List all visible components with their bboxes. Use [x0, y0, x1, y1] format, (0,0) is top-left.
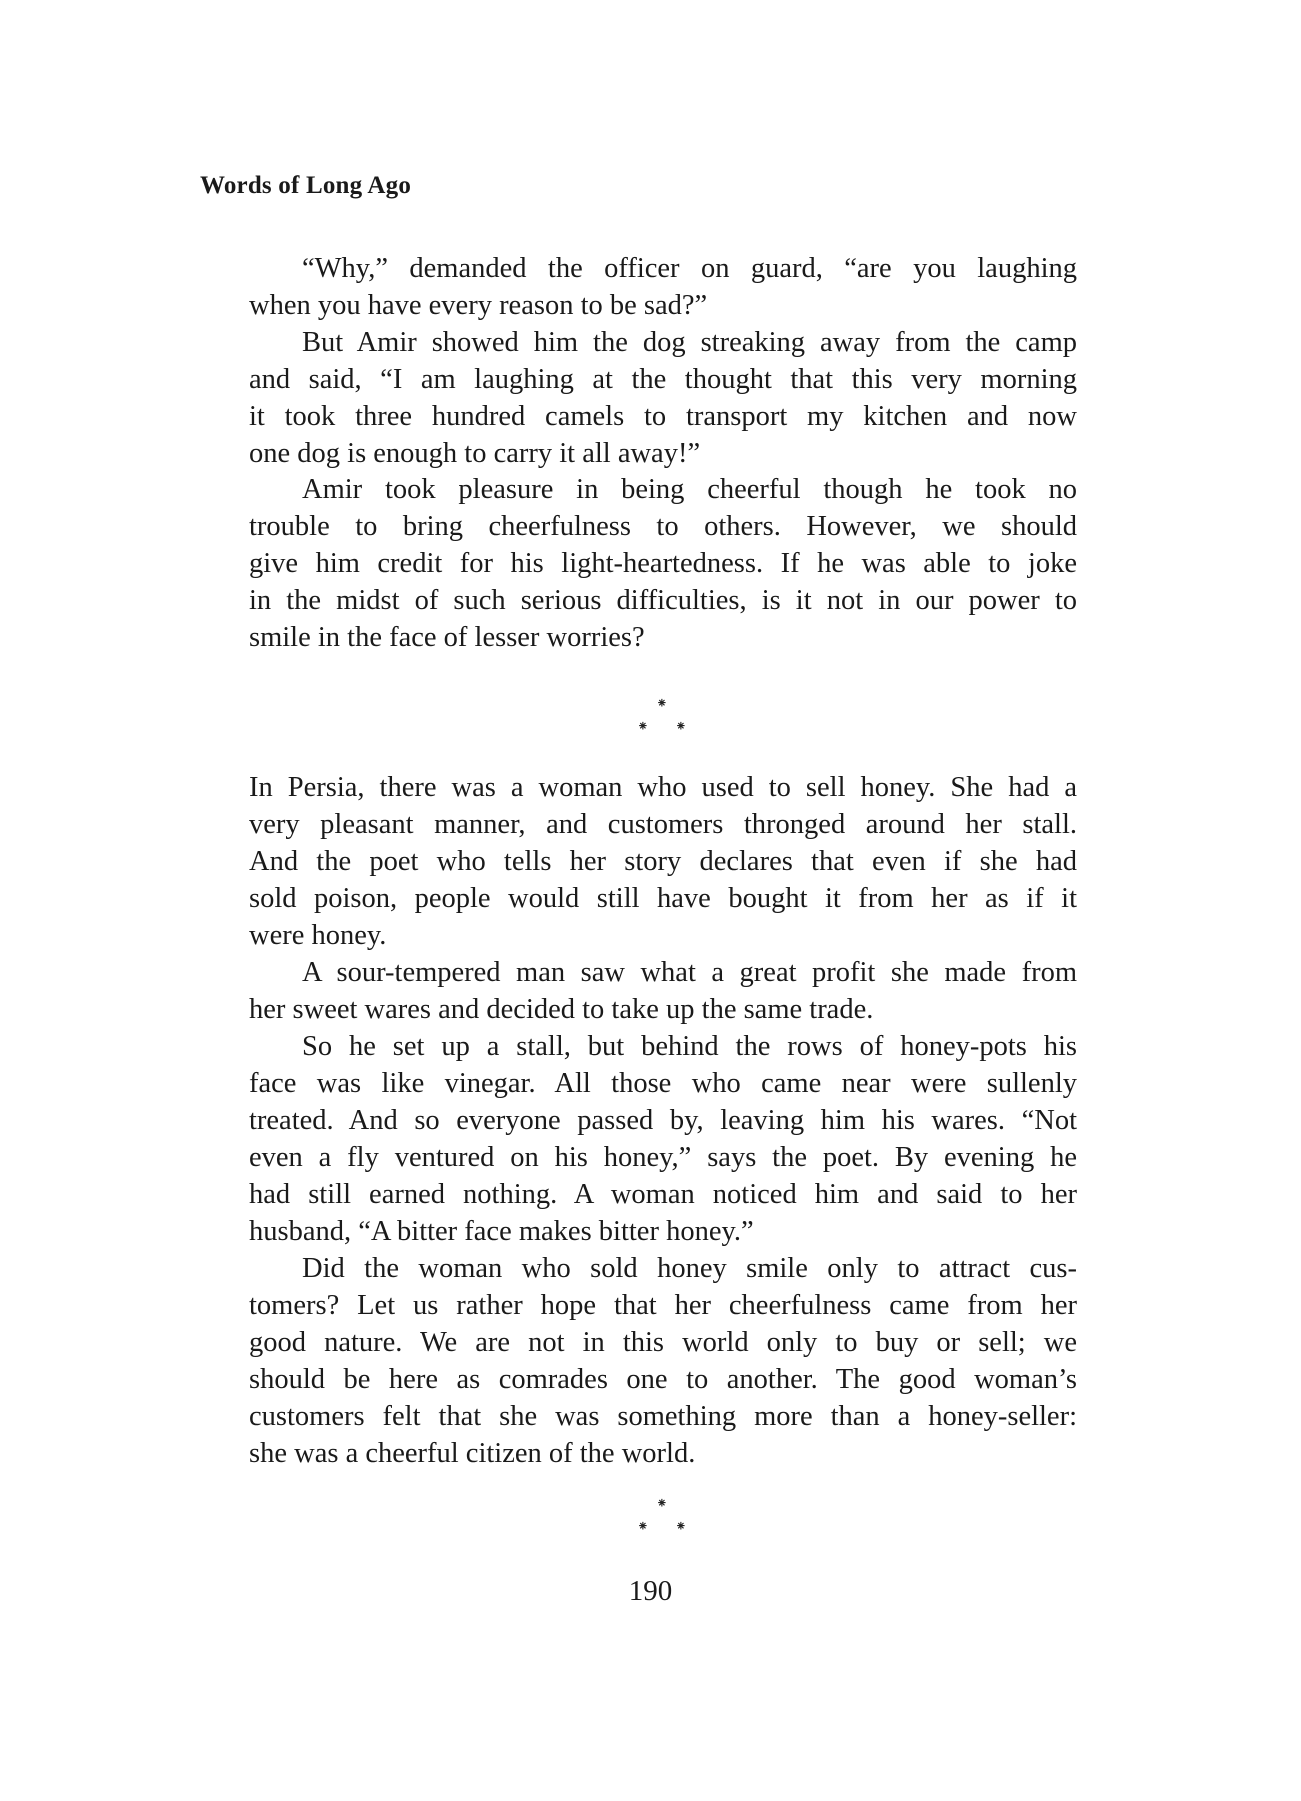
- text-line: customers felt that she was something more than a honey-seller:: [249, 1401, 1077, 1432]
- text-line: give him credit for his light-heartedness. If he was able to joke: [249, 548, 1077, 580]
- asterisk-icon: ⁕: [656, 1496, 668, 1512]
- text-line: smile in the face of lesser worries?: [249, 622, 645, 653]
- text-line: were honey.: [249, 920, 387, 951]
- text-line: had still earned nothing. A woman noticed him and said to her: [249, 1179, 1077, 1210]
- text-line: when you have every reason to be sad?”: [249, 289, 708, 321]
- text-line: And the poet who tells her story declares that even if she had: [249, 846, 1077, 877]
- section-break-asterism: [637, 696, 687, 737]
- asterisk-icon: ⁕: [656, 696, 668, 712]
- text-line: it took three hundred camels to transport my kitchen and now: [249, 400, 1077, 432]
- running-head: Words of Long Ago: [200, 172, 412, 199]
- text-line: good nature. We are not in this world only to buy or sell; we: [249, 1327, 1077, 1358]
- text-line: treated. And so everyone passed by, leaving him his wares. “Not: [249, 1105, 1077, 1136]
- text-line: Amir took pleasure in being cheerful though he took no: [302, 474, 1077, 506]
- text-line: she was a cheerful citizen of the world.: [249, 1438, 696, 1469]
- text-line: and said, “I am laughing at the thought that this very morning: [249, 363, 1077, 395]
- asterisk-icon: ⁕: [675, 719, 687, 735]
- page-number: 190: [628, 1575, 673, 1607]
- text-line: A sour-tempered man saw what a great profit she made from: [302, 957, 1077, 988]
- text-line: But Amir showed him the dog streaking away from the camp: [302, 326, 1077, 358]
- text-line: So he set up a stall, but behind the rows of honey-pots his: [302, 1031, 1077, 1062]
- text-line: “Why,” demanded the officer on guard, “are you laughing: [302, 253, 1077, 284]
- text-line: even a fly ventured on his honey,” says the poet. By evening he: [249, 1142, 1077, 1173]
- asterisk-icon: ⁕: [675, 1519, 687, 1535]
- text-line: In Persia, there was a woman who used to sell honey. She had a: [249, 772, 1077, 803]
- text-line: her sweet wares and decided to take up the same trade.: [249, 994, 874, 1025]
- text-line: tomers? Let us rather hope that her cheerfulness came from her: [249, 1290, 1077, 1321]
- asterisk-icon: ⁕: [637, 1519, 649, 1535]
- text-line: Did the woman who sold honey smile only to attract cus-: [302, 1253, 1077, 1284]
- text-line: face was like vinegar. All those who came near were sullenly: [249, 1068, 1077, 1099]
- text-line: very pleasant manner, and customers thronged around her stall.: [249, 809, 1077, 840]
- text-line: in the midst of such serious difficulties, is it not in our power to: [249, 585, 1077, 617]
- text-line: husband, “A bitter face makes bitter honey.”: [249, 1216, 754, 1247]
- text-line: one dog is enough to carry it all away!”: [249, 437, 701, 469]
- text-line: trouble to bring cheerfulness to others. However, we should: [249, 511, 1077, 543]
- asterisk-icon: ⁕: [637, 719, 649, 735]
- text-line: should be here as comrades one to another. The good woman’s: [249, 1364, 1077, 1395]
- section-break-asterism: [637, 1496, 687, 1537]
- text-line: sold poison, people would still have bought it from her as if it: [249, 883, 1077, 914]
